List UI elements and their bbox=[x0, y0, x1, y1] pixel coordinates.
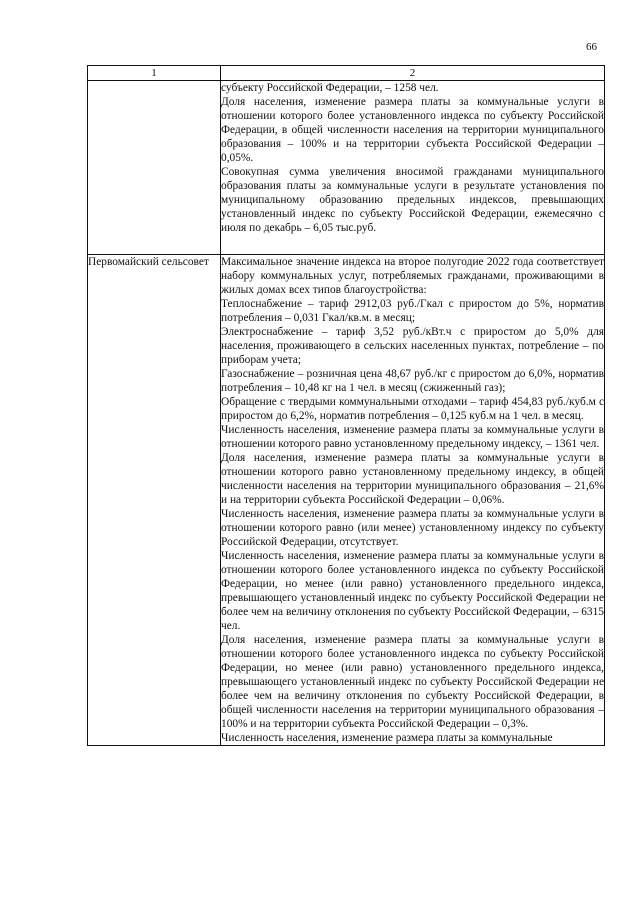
paragraph: Численность населения, изменение размера платы за коммунальные bbox=[221, 732, 553, 744]
paragraph: Теплоснабжение – тариф 2912,03 руб./Гкал с приростом до 5%, норматив потребления – 0,031 Гкал/кв.м. в месяц; bbox=[221, 298, 604, 324]
paragraph: Численность населения, изменение размера платы за коммунальные услуги в отношении которого более установленного индекса по субъекту Российской Федерации, но менее (или равно) установленного предельного индекса, превышающего установленный индекс по субъекту Российской Федерации не более чем на величину отклонения по субъекту Российской Федерации, – 6315 чел. bbox=[221, 550, 604, 632]
paragraph: Доля населения, изменение размера платы за коммунальные услуги в отношении которого более установленного индекса по субъекту Российской Федерации, но менее (или равно) установленного предельного индекса, превышающего установленный индекс по субъекту Российской Федерации не более чем на величину отклонения по субъекту Российской Федерации, в общей численности населения на территории муниципального образования – 100% и на территории субъекта Российской Федерации – 0,3%. bbox=[221, 634, 604, 730]
paragraph: Максимальное значение индекса на второе полугодие 2022 года соответствует набору коммунальных услуг, потребляемых гражданами, проживающими в жилых домах всех типов благоустройства: bbox=[221, 256, 604, 296]
page-number: 66 bbox=[586, 41, 597, 53]
paragraph: Численность населения, изменение размера платы за коммунальные услуги в отношении которого равно (или менее) установленному индексу по субъекту Российской Федерации, отсутствует. bbox=[221, 508, 604, 548]
column-header-2: 2 bbox=[221, 66, 605, 81]
municipality-cell bbox=[88, 81, 221, 255]
paragraph: Электроснабжение – тариф 3,52 руб./кВт.ч с приростом до 5,0% для населения, проживающего в сельских населенных пунктах, потребление – по приборам учета; bbox=[221, 326, 604, 366]
paragraph: Доля населения, изменение размера платы за коммунальные услуги в отношении которого более установленного индекса по субъекту Российской Федерации, в общей численности населения на территории муниципального образования – 100% и на территории субъекта Российской Федерации – 0,05%. bbox=[221, 96, 604, 164]
column-header-1: 1 bbox=[88, 66, 221, 81]
table-header-row bbox=[88, 66, 605, 81]
description-cell bbox=[221, 255, 605, 746]
table-row bbox=[88, 255, 605, 746]
data-table bbox=[87, 65, 605, 746]
paragraph: Доля населения, изменение размера платы за коммунальные услуги в отношении которого равно установленному предельному индексу, в общей численности населения на территории муниципального образования – 21,6% и на территории субъекта Российской Федерации – 0,06%. bbox=[221, 452, 604, 506]
paragraph: Газоснабжение – розничная цена 48,67 руб./кг с приростом до 6,0%, норматив потребления – 10,48 кг на 1 чел. в месяц (сжиженный газ); bbox=[221, 368, 604, 394]
paragraph: Численность населения, изменение размера платы за коммунальные услуги в отношении которого равно установленному предельному индексу, – 1361 чел. bbox=[221, 424, 604, 450]
paragraph: Совокупная сумма увеличения вносимой гражданами муниципального образования платы за коммунальные услуги в результате установления по муниципальному образованию предельных индексов, превышающих установленный индекс по субъекту Российской Федерации, ежемесячно с июля по декабрь – 6,05 тыс.руб. bbox=[221, 166, 604, 234]
table-row bbox=[88, 81, 605, 255]
paragraph: субъекту Российской Федерации, – 1258 чел. bbox=[221, 82, 439, 94]
paragraph: Обращение с твердыми коммунальными отходами – тариф 454,83 руб./куб.м с приростом до 6,2%, норматив потребления – 0,125 куб.м на 1 чел. в месяц. bbox=[221, 396, 604, 422]
description-cell bbox=[221, 81, 605, 255]
municipality-cell: Первомайский сельсовет bbox=[88, 255, 221, 746]
